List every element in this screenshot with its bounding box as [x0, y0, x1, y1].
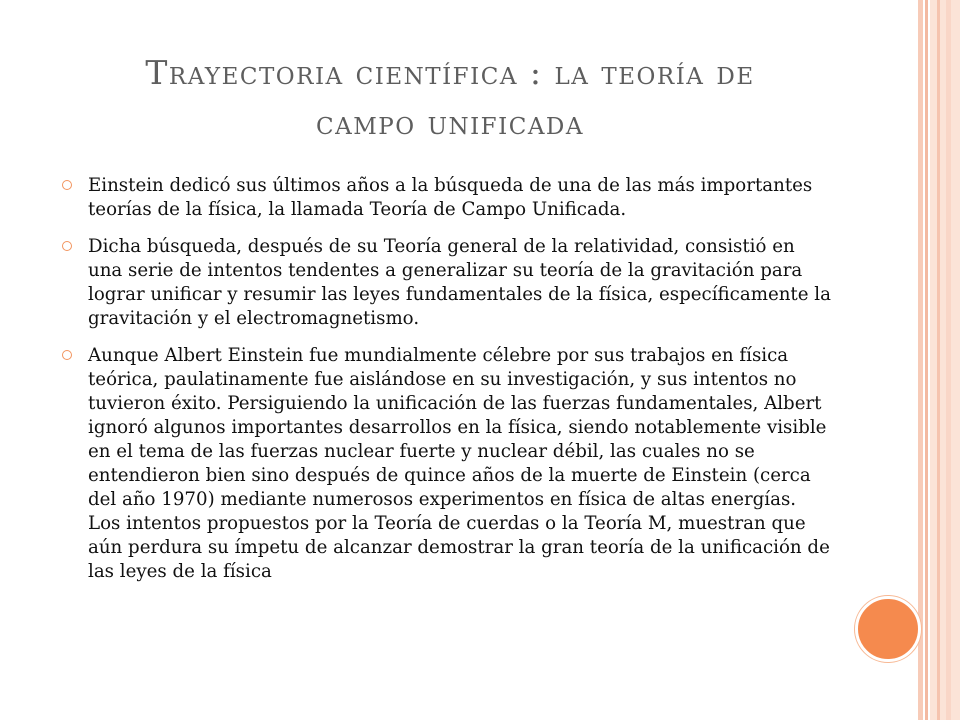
decor-stripe [930, 0, 960, 720]
slide-title [70, 48, 830, 148]
bullet-text: Einstein dedicó sus últimos años a la búsqueda de una de las más importantes teorías de la física, la llamada Teoría de Campo Unificada. [88, 175, 813, 220]
bullet-circle-icon [62, 180, 72, 190]
bullet-circle-icon [62, 350, 72, 360]
bullet-text: Dicha búsqueda, después de su Teoría general de la relatividad, consistió en una serie de intentos tendentes a generalizar su teoría de la gravitación para lograr unificar y resumir las leyes fundamentales de la física, específicamente la gravitación y el electromagnetismo. [88, 236, 831, 329]
bullet-circle-icon [62, 241, 72, 251]
bullet-list [62, 174, 832, 597]
decor-stripe [918, 0, 923, 720]
decor-stripe [937, 0, 940, 720]
accent-circle-icon [855, 596, 921, 662]
title-line-1: Trayectoria científica : la teoría de [145, 53, 755, 92]
decor-stripe [946, 0, 951, 720]
bullet-item [62, 174, 832, 222]
bullet-item [62, 235, 832, 331]
title-line-2: campo unificada [316, 103, 584, 142]
bullet-text: Aunque Albert Einstein fue mundialmente célebre por sus trabajos en física teórica, paulatinamente fue aislándose en su investigación, y sus intentos no tuvieron éxito. Persiguiendo la unificación de las fuerzas fundamentales, Albert ignoró algunos importantes desarrollos en la física, siendo notablemente visible en el tema de las fuerzas nuclear fuerte y nuclear débil, las cuales no se entendieron bien sino después de quince años de la muerte de Einstein (cerca del año 1970) mediante numerosos experimentos en física de altas energías. Los intentos propuestos por la Teoría de cuerdas o la Teoría M, muestran que aún perdura su ímpetu de alcanzar demostrar la gran teoría de la unificación de las leyes de la física [88, 345, 830, 582]
decor-stripe [925, 0, 928, 720]
bullet-item [62, 344, 832, 584]
